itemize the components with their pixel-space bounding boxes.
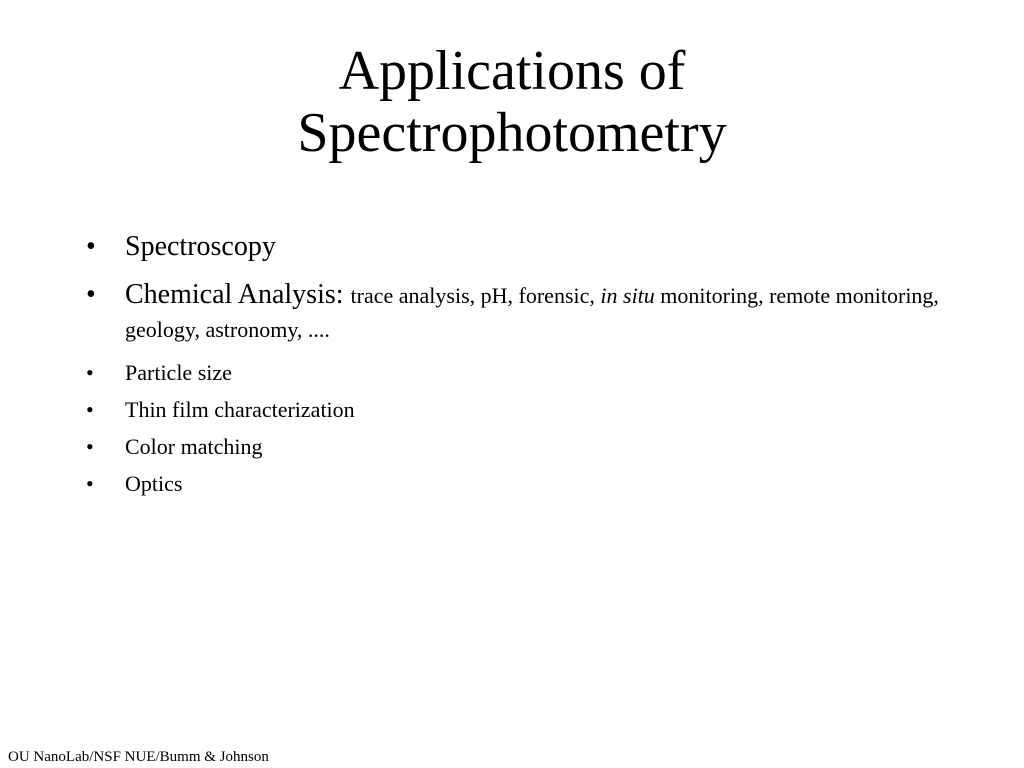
bullet-icon: • [86, 397, 94, 422]
bullet-icon: • [86, 471, 94, 496]
list-item-spectroscopy [86, 230, 946, 264]
list-item-particle-size [86, 360, 946, 386]
detail-text-emphasis: in situ [600, 283, 655, 308]
list-item-optics [86, 471, 946, 497]
slide-footer: OU NanoLab/NSF NUE/Bumm & Johnson [8, 749, 269, 765]
bullet-icon: • [86, 360, 94, 385]
bullet-icon: • [86, 279, 96, 310]
list-item-chemical-analysis [86, 278, 946, 346]
detail-text-before: trace analysis, pH, forensic, [350, 283, 595, 308]
list-item-color-matching [86, 434, 946, 460]
bullet-list [86, 230, 946, 508]
list-item-label: Spectroscopy [125, 231, 276, 262]
detail-text-after: monitoring, remote monitoring, geology, astronomy, .... [125, 283, 939, 342]
bullet-icon: • [86, 231, 96, 262]
title-line-1: Applications of [338, 40, 686, 102]
list-item-label: Chemical Analysis: [125, 279, 344, 310]
slide-title [0, 40, 1024, 164]
list-item-thin-film [86, 397, 946, 423]
list-item-label: Color matching [125, 434, 263, 459]
bullet-icon: • [86, 434, 94, 459]
list-item-label: Thin film characterization [125, 397, 355, 422]
title-line-2: Spectrophotometry [297, 102, 727, 164]
list-item-label: Optics [125, 471, 183, 496]
list-item-label: Particle size [125, 360, 232, 385]
